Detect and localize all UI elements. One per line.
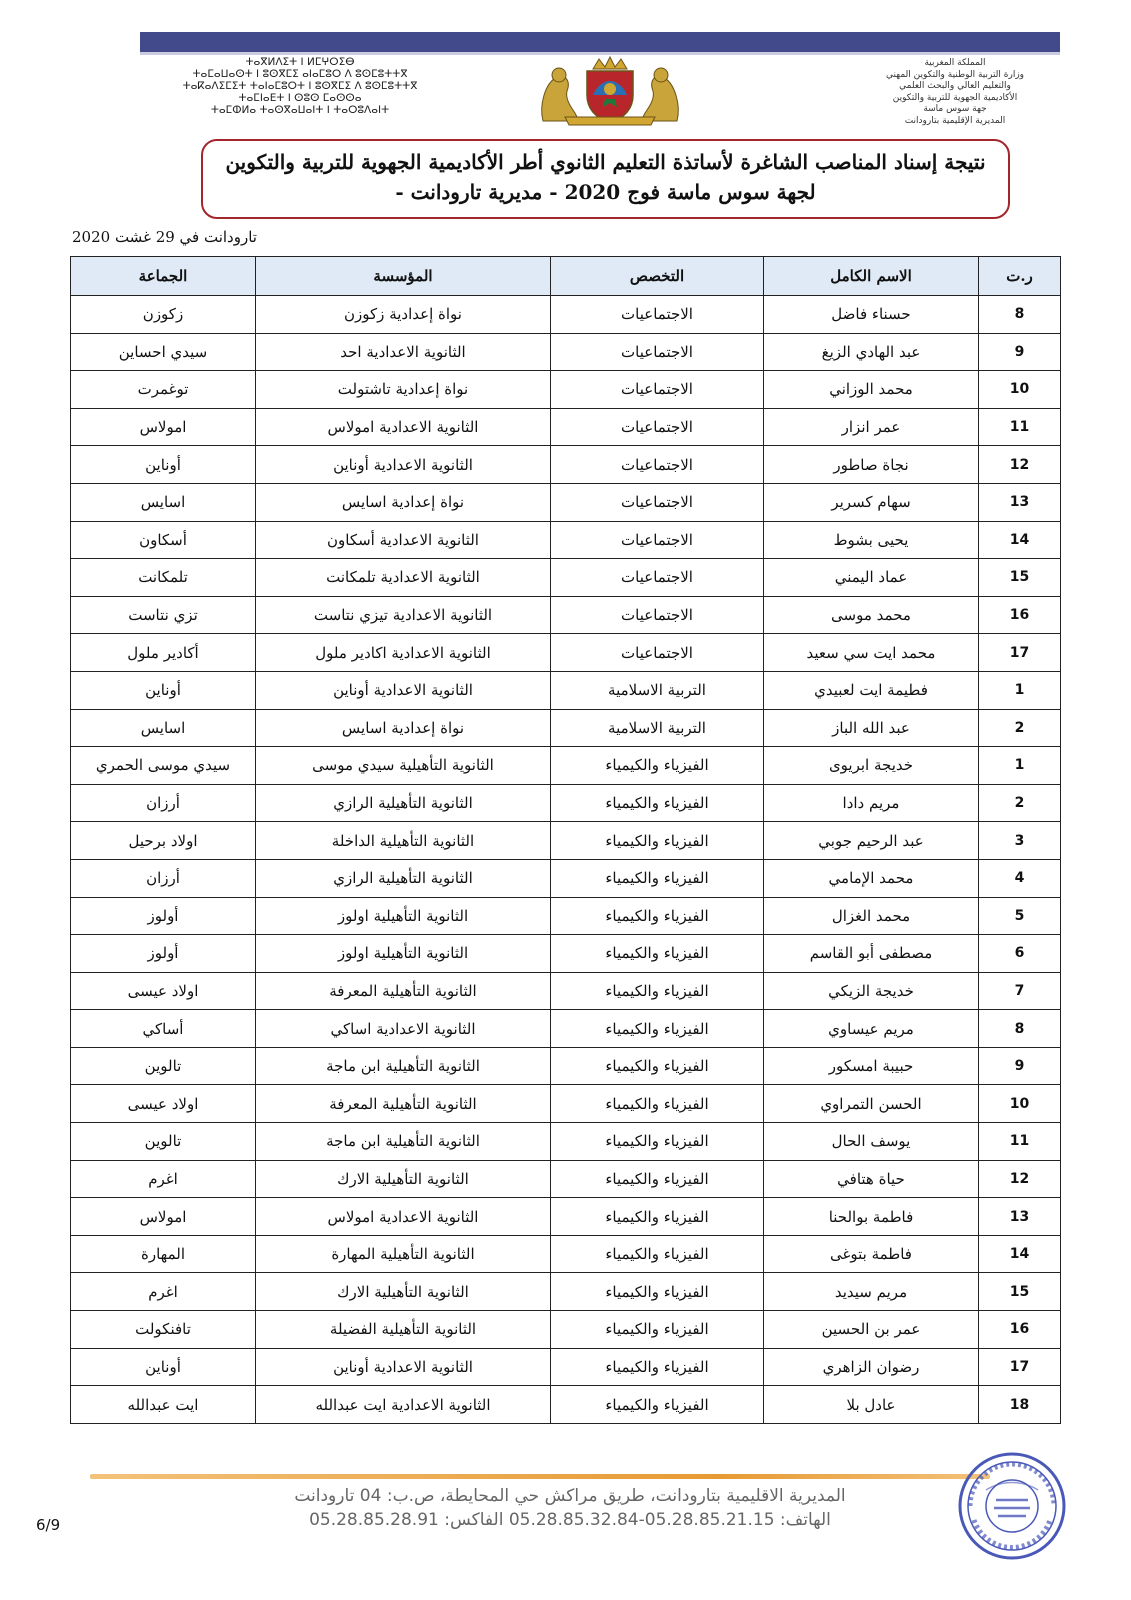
cell-name: الحسن التمراوي	[764, 1085, 979, 1123]
cell-commune: اولاد برحيل	[71, 822, 256, 860]
cell-name: حياة هتافي	[764, 1160, 979, 1198]
table-row	[71, 1010, 1061, 1048]
cell-institution: الثانوية التأهيلية الفضيلة	[256, 1311, 551, 1349]
cell-institution: الثانوية التأهيلية سيدي موسى	[256, 747, 551, 785]
cell-specialty: الفيزياء والكيمياء	[551, 1160, 764, 1198]
document-title-box	[201, 139, 1010, 219]
ministry-line: جهة سوس ماسة	[923, 104, 987, 114]
cell-num: 2	[979, 784, 1061, 822]
cell-institution: الثانوية التأهيلية المعرفة	[256, 972, 551, 1010]
document-date: تارودانت في 29 غشت 2020	[72, 228, 257, 246]
coat-of-arms-icon	[535, 55, 685, 127]
cell-num: 9	[979, 333, 1061, 371]
cell-name: عمر بن الحسين	[764, 1311, 979, 1349]
cell-num: 14	[979, 1235, 1061, 1273]
cell-institution: الثانوية التأهيلية الداخلة	[256, 822, 551, 860]
table-row	[71, 634, 1061, 672]
table-row	[71, 446, 1061, 484]
cell-commune: تافنكولت	[71, 1311, 256, 1349]
cell-specialty: الفيزياء والكيمياء	[551, 1273, 764, 1311]
tifinagh-line: ⵜⴰⴳⵍⴷⵉⵜ ⵏ ⵍⵎⵖⵔⵉⴱ	[245, 56, 355, 68]
cell-name: حسناء فاضل	[764, 296, 979, 334]
table-row	[71, 822, 1061, 860]
cell-specialty: الفيزياء والكيمياء	[551, 1386, 764, 1424]
footer-divider	[90, 1474, 990, 1479]
cell-specialty: الاجتماعيات	[551, 521, 764, 559]
cell-specialty: الفيزياء والكيمياء	[551, 935, 764, 973]
cell-commune: أوناين	[71, 446, 256, 484]
cell-institution: الثانوية الاعدادية امولاس	[256, 408, 551, 446]
cell-specialty: الفيزياء والكيمياء	[551, 897, 764, 935]
cell-name: عمر انزار	[764, 408, 979, 446]
table-body	[71, 296, 1061, 1424]
cell-institution: الثانوية التأهيلية ابن ماجة	[256, 1047, 551, 1085]
cell-institution: الثانوية الاعدادية أوناين	[256, 446, 551, 484]
cell-specialty: الفيزياء والكيمياء	[551, 859, 764, 897]
cell-institution: الثانوية التأهيلية الرازي	[256, 784, 551, 822]
table-row	[71, 408, 1061, 446]
cell-commune: أكادير ملول	[71, 634, 256, 672]
cell-num: 13	[979, 1198, 1061, 1236]
cell-specialty: الفيزياء والكيمياء	[551, 784, 764, 822]
cell-institution: الثانوية الاعدادية أوناين	[256, 671, 551, 709]
cell-specialty: الاجتماعيات	[551, 408, 764, 446]
cell-commune: سيدي احساين	[71, 333, 256, 371]
footer-contact	[190, 1484, 950, 1532]
cell-institution: الثانوية الاعدادية امولاس	[256, 1198, 551, 1236]
cell-name: مريم عيساوي	[764, 1010, 979, 1048]
cell-institution: الثانوية التأهيلية ابن ماجة	[256, 1123, 551, 1161]
cell-commune: امولاس	[71, 408, 256, 446]
cell-institution: نواة إعدادية اسايس	[256, 709, 551, 747]
cell-specialty: الفيزياء والكيمياء	[551, 1198, 764, 1236]
tifinagh-line: ⵜⴰⴽⴰⴷⵉⵎⵉⵜ ⵜⴰⵏⴰⵎⵓⵔⵜ ⵏ ⵓⵙⴳⵎⵉ ⴷ ⵓⵙⵎⵓⵜⵜⴳ	[182, 80, 418, 92]
cell-institution: نواة إعدادية اسايس	[256, 483, 551, 521]
cell-name: يوسف الحال	[764, 1123, 979, 1161]
document-title-line2: لجهة سوس ماسة فوج 2020 - مديرية تارودانت -	[395, 180, 816, 204]
cell-specialty: الفيزياء والكيمياء	[551, 1235, 764, 1273]
cell-num: 2	[979, 709, 1061, 747]
cell-name: حبيبة امسكور	[764, 1047, 979, 1085]
cell-institution: الثانوية الاعدادية تيزي نتاست	[256, 596, 551, 634]
cell-name: عبد الرحيم جوبي	[764, 822, 979, 860]
cell-num: 8	[979, 296, 1061, 334]
results-table	[70, 256, 1061, 1424]
table-row	[71, 747, 1061, 785]
cell-institution: الثانوية الاعدادية اساكي	[256, 1010, 551, 1048]
cell-name: يحيى بشوط	[764, 521, 979, 559]
cell-name: عبد الله الباز	[764, 709, 979, 747]
cell-name: سهام كسرير	[764, 483, 979, 521]
table-row	[71, 1311, 1061, 1349]
cell-name: عبد الهادي الزيغ	[764, 333, 979, 371]
table-row	[71, 1348, 1061, 1386]
cell-institution: الثانوية التأهيلية اولوز	[256, 897, 551, 935]
cell-specialty: الاجتماعيات	[551, 634, 764, 672]
cell-num: 6	[979, 935, 1061, 973]
header-name: الاسم الكامل	[764, 257, 979, 296]
cell-num: 17	[979, 1348, 1061, 1386]
ministry-line: والتعليم العالي والبحث العلمي	[899, 81, 1011, 91]
cell-specialty: الاجتماعيات	[551, 333, 764, 371]
cell-specialty: التربية الاسلامية	[551, 671, 764, 709]
table-row	[71, 596, 1061, 634]
table-row	[71, 1235, 1061, 1273]
cell-commune: اغرم	[71, 1273, 256, 1311]
cell-commune: أولوز	[71, 897, 256, 935]
cell-institution: الثانوية الاعدادية تلمكانت	[256, 559, 551, 597]
table-row	[71, 1160, 1061, 1198]
official-stamp-icon	[956, 1450, 1068, 1562]
cell-commune: اسايس	[71, 483, 256, 521]
cell-specialty: الاجتماعيات	[551, 483, 764, 521]
cell-specialty: الفيزياء والكيمياء	[551, 822, 764, 860]
cell-num: 10	[979, 371, 1061, 409]
ministry-line: الأكاديمية الجهوية للتربية والتكوين	[892, 92, 1018, 103]
cell-commune: أرزان	[71, 784, 256, 822]
cell-specialty: الفيزياء والكيمياء	[551, 1123, 764, 1161]
cell-name: محمد الغزال	[764, 897, 979, 935]
cell-institution: نواة إعدادية تاشتولت	[256, 371, 551, 409]
cell-commune: اولاد عيسى	[71, 1085, 256, 1123]
cell-num: 14	[979, 521, 1061, 559]
cell-commune: أوناين	[71, 1348, 256, 1386]
table-header-row	[71, 257, 1061, 296]
cell-specialty: الاجتماعيات	[551, 446, 764, 484]
cell-name: فاطمة بتوغى	[764, 1235, 979, 1273]
cell-institution: نواة إعدادية زكوزن	[256, 296, 551, 334]
cell-commune: المهارة	[71, 1235, 256, 1273]
cell-specialty: الفيزياء والكيمياء	[551, 1010, 764, 1048]
cell-name: فطيمة ايت لعبيدي	[764, 671, 979, 709]
cell-num: 3	[979, 822, 1061, 860]
cell-institution: الثانوية التأهيلية المعرفة	[256, 1085, 551, 1123]
table-row	[71, 1273, 1061, 1311]
cell-institution: الثانوية الاعدادية احد	[256, 333, 551, 371]
cell-commune: تالوين	[71, 1047, 256, 1085]
cell-name: عماد اليمني	[764, 559, 979, 597]
header-institution: المؤسسة	[256, 257, 551, 296]
cell-name: نجاة صاطور	[764, 446, 979, 484]
cell-specialty: الاجتماعيات	[551, 559, 764, 597]
cell-commune: تلمكانت	[71, 559, 256, 597]
cell-name: مريم سيديد	[764, 1273, 979, 1311]
cell-institution: الثانوية التأهيلية الرازي	[256, 859, 551, 897]
ministry-line: المديرية الإقليمية بتارودانت	[904, 115, 1006, 126]
cell-num: 16	[979, 1311, 1061, 1349]
footer-address: المديرية الاقليمية بتارودانت، طريق مراكش حي المحايطة، ص.ب: 04 تارودانت	[294, 1486, 846, 1506]
tifinagh-line: ⵜⴰⵎⵏⴰⴹⵜ ⵏ ⵙⵓⵙ ⵎⴰⵙⵙⴰ	[238, 92, 362, 104]
cell-num: 12	[979, 446, 1061, 484]
cell-name: رضوان الزاهري	[764, 1348, 979, 1386]
cell-specialty: الاجتماعيات	[551, 596, 764, 634]
cell-specialty: التربية الاسلامية	[551, 709, 764, 747]
cell-num: 18	[979, 1386, 1061, 1424]
tifinagh-line: ⵜⴰⵎⴰⵡⴰⵙⵜ ⵏ ⵓⵙⴳⵎⵉ ⴰⵏⴰⵎⵓⵔ ⴷ ⵓⵙⵎⵓⵜⵜⴳ	[192, 68, 408, 80]
cell-name: فاطمة بوالحنا	[764, 1198, 979, 1236]
cell-commune: اغرم	[71, 1160, 256, 1198]
cell-specialty: الفيزياء والكيمياء	[551, 1348, 764, 1386]
cell-institution: الثانوية التأهيلية الارك	[256, 1160, 551, 1198]
cell-institution: الثانوية التأهيلية الارك	[256, 1273, 551, 1311]
table-row	[71, 859, 1061, 897]
cell-commune: أساكي	[71, 1010, 256, 1048]
cell-commune: ايت عبدالله	[71, 1386, 256, 1424]
cell-num: 1	[979, 671, 1061, 709]
cell-institution: الثانوية التأهيلية اولوز	[256, 935, 551, 973]
cell-num: 11	[979, 1123, 1061, 1161]
cell-num: 16	[979, 596, 1061, 634]
cell-specialty: الفيزياء والكيمياء	[551, 972, 764, 1010]
cell-specialty: الاجتماعيات	[551, 371, 764, 409]
table-row	[71, 972, 1061, 1010]
cell-specialty: الفيزياء والكيمياء	[551, 1085, 764, 1123]
cell-num: 13	[979, 483, 1061, 521]
cell-commune: اولاد عيسى	[71, 972, 256, 1010]
cell-num: 4	[979, 859, 1061, 897]
cell-commune: توغمرت	[71, 371, 256, 409]
cell-name: مريم دادا	[764, 784, 979, 822]
cell-commune: تزي نتاست	[71, 596, 256, 634]
header-specialty: التخصص	[551, 257, 764, 296]
cell-num: 5	[979, 897, 1061, 935]
table-row	[71, 559, 1061, 597]
cell-name: محمد الوزاني	[764, 371, 979, 409]
cell-num: 15	[979, 1273, 1061, 1311]
cell-num: 10	[979, 1085, 1061, 1123]
table-row	[71, 1123, 1061, 1161]
cell-commune: اسايس	[71, 709, 256, 747]
cell-commune: أرزان	[71, 859, 256, 897]
cell-commune: سيدي موسى الحمري	[71, 747, 256, 785]
cell-institution: الثانوية الاعدادية اكادير ملول	[256, 634, 551, 672]
table-row	[71, 897, 1061, 935]
cell-num: 17	[979, 634, 1061, 672]
footer-phones: الهاتف: 05.28.85.21.15-05.28.85.32.84 الفاكس: 05.28.85.28.91	[309, 1510, 831, 1530]
cell-num: 8	[979, 1010, 1061, 1048]
table-row	[71, 296, 1061, 334]
cell-institution: الثانوية التأهيلية المهارة	[256, 1235, 551, 1273]
table-row	[71, 709, 1061, 747]
tifinagh-line: ⵜⴰⵎⵀⵍⴰ ⵜⴰⵙⴳⴰⵡⴰⵏⵜ ⵏ ⵜⴰⵔⵓⴷⴰⵏⵜ	[210, 104, 390, 116]
cell-specialty: الفيزياء والكيمياء	[551, 747, 764, 785]
document-title-line1: نتيجة إسناد المناصب الشاغرة لأساتذة التعليم الثانوي أطر الأكاديمية الجهوية للتربية والتكوين	[225, 150, 986, 174]
header-ministry-text	[850, 58, 1060, 128]
cell-num: 11	[979, 408, 1061, 446]
cell-institution: الثانوية الاعدادية أوناين	[256, 1348, 551, 1386]
table-row	[71, 1047, 1061, 1085]
cell-commune: أسكاون	[71, 521, 256, 559]
cell-specialty: الفيزياء والكيمياء	[551, 1311, 764, 1349]
table-row	[71, 483, 1061, 521]
page-number: 6/9	[36, 1516, 61, 1534]
cell-name: محمد ايت سي سعيد	[764, 634, 979, 672]
cell-commune: تالوين	[71, 1123, 256, 1161]
cell-name: مصطفى أبو القاسم	[764, 935, 979, 973]
cell-num: 15	[979, 559, 1061, 597]
cell-num: 1	[979, 747, 1061, 785]
cell-name: عادل بلا	[764, 1386, 979, 1424]
cell-name: خديجة ابريوى	[764, 747, 979, 785]
table-row	[71, 521, 1061, 559]
table-row	[71, 333, 1061, 371]
table-row	[71, 1198, 1061, 1236]
header-commune: الجماعة	[71, 257, 256, 296]
cell-name: محمد موسى	[764, 596, 979, 634]
cell-num: 12	[979, 1160, 1061, 1198]
table-row	[71, 1386, 1061, 1424]
cell-commune: أوناين	[71, 671, 256, 709]
cell-num: 7	[979, 972, 1061, 1010]
table-row	[71, 671, 1061, 709]
ministry-line: وزارة التربية الوطنية والتكوين المهني	[885, 69, 1025, 80]
table-row	[71, 784, 1061, 822]
cell-specialty: الاجتماعيات	[551, 296, 764, 334]
table-row	[71, 935, 1061, 973]
cell-institution: الثانوية الاعدادية أسكاون	[256, 521, 551, 559]
cell-name: خديجة الزيكي	[764, 972, 979, 1010]
cell-num: 9	[979, 1047, 1061, 1085]
header-bar	[140, 32, 1060, 52]
table-row	[71, 371, 1061, 409]
ministry-line: المملكة المغربية	[924, 58, 986, 68]
cell-commune: امولاس	[71, 1198, 256, 1236]
header-num: ر.ت	[979, 257, 1061, 296]
cell-commune: زكوزن	[71, 296, 256, 334]
header-tifinagh-text	[140, 56, 460, 126]
cell-institution: الثانوية الاعدادية ايت عبدالله	[256, 1386, 551, 1424]
cell-commune: أولوز	[71, 935, 256, 973]
cell-name: محمد الإمامي	[764, 859, 979, 897]
cell-specialty: الفيزياء والكيمياء	[551, 1047, 764, 1085]
table-row	[71, 1085, 1061, 1123]
